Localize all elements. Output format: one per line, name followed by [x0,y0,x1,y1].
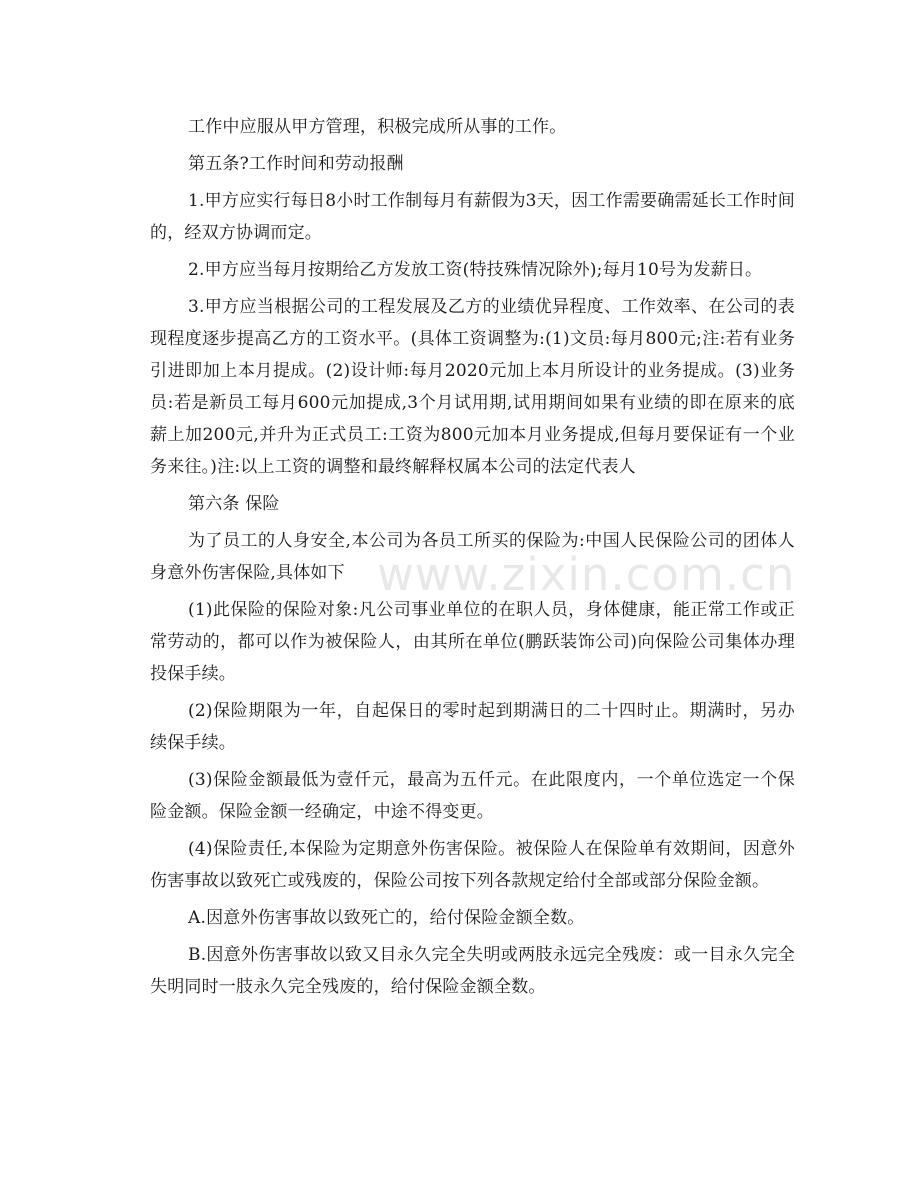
paragraph-insurance-intro: 为了员工的人身安全,本公司为各员工所买的保险为:中国人民保险公司的团体人身意外伤害保险,具体如下 [150,531,795,583]
document-body [150,111,795,1008]
paragraph-clause-a: A.因意外伤害事故以致死亡的，给付保险金额全数。 [188,908,585,928]
article-6-heading: 第六条 保险 [188,494,280,514]
paragraph-insurance-liability: (4)保险责任,本保险为定期意外伤害保险。被保险人在保险单有效期间，因意外伤害事故以致死亡或残废的，保险公司按下列各款规定给付全部或部分保险金额。 [150,839,795,891]
paragraph-insurance-object: (1)此保险的保险对象:凡公司事业单位的在职人员，身体健康，能正常工作或正常劳动的，都可以作为被保险人，由其所在单位(鹏跃装饰公司)向保险公司集体办理投保手续。 [150,600,795,684]
article-5-heading: 第五条?工作时间和劳动报酬 [188,154,404,174]
paragraph-clause-b: B.因意外伤害事故以致又目永久完全失明或两肢永远完全残废：或一目永久完全失明同时一肢永久完全残废的，给付保险金额全数。 [150,945,795,997]
paragraph-work-obedience: 工作中应服从甲方管理，积极完成所从事的工作。 [188,117,567,137]
paragraph-working-hours: 1.甲方应实行每日8小时工作制每月有薪假为3天，因工作需要确需延长工作时间的，经双方协调而定。 [150,191,795,243]
paragraph-insurance-term: (2)保险期限为一年，自起保日的零时起到期满日的二十四时止。期满时，另办续保手续。 [150,701,795,753]
paragraph-salary-adjustment: 3.甲方应当根据公司的工程发展及乙方的业绩优异程度、工作效率、在公司的表现程度逐步提高乙方的工资水平。(具体工资调整为:(1)文员:每月800元;注:若有业务引进即加上本月提成。(2)设计师:每月2020元加上本月所设计的业务提成。(3)业务员:若是新员工每月600元加提成,3个月试用期,试用期间如果有业绩的即在原来的底薪上加200元,并升为正式员工:工资为800元加本月业务提成,但每月要保证有一个业务来往。)注:以上工资的调整和最终解释权属本公司的法定代表人 [150,297,795,477]
paragraph-payday: 2.甲方应当每月按期给乙方发放工资(特技殊情况除外);每月10号为发薪日。 [188,260,763,280]
watermark-text: www.zixin.com.cn [377,548,796,601]
paragraph-insurance-amount: (3)保险金额最低为壹仟元，最高为五仟元。在此限度内，一个单位选定一个保险金额。保险金额一经确定，中途不得变更。 [150,770,795,822]
